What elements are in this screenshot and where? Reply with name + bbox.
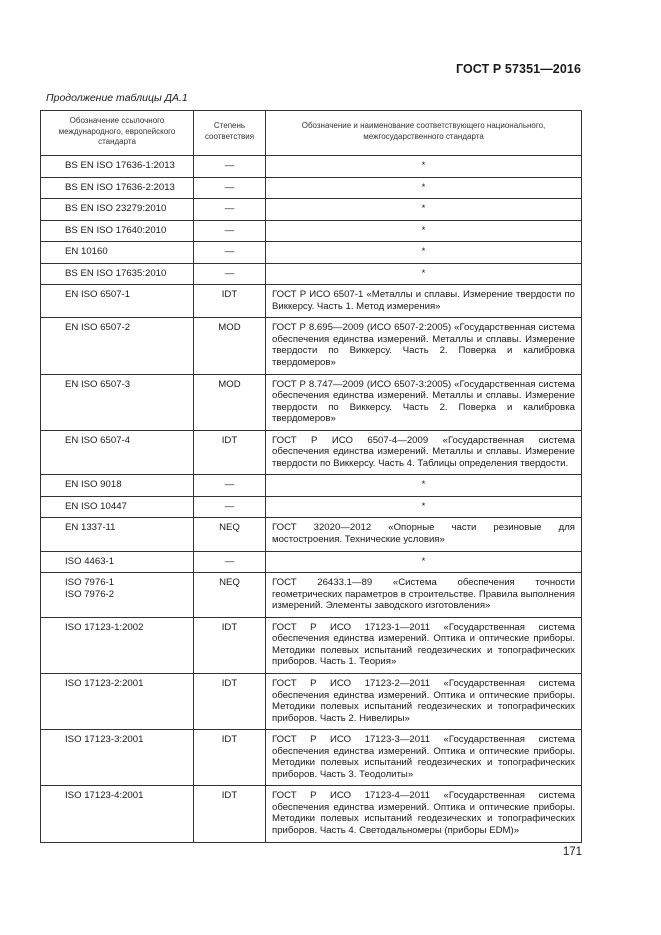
- conformity-degree: IDT: [194, 673, 266, 729]
- reference-standard: BS EN ISO 17636-1:2013: [65, 160, 175, 171]
- conformity-degree: —: [194, 220, 266, 242]
- conformity-degree: —: [194, 199, 266, 221]
- reference-standard: EN ISO 6507-4: [65, 434, 131, 446]
- conformity-degree: NEQ: [194, 573, 266, 618]
- reference-standard: ISO 4463-1: [65, 555, 115, 567]
- table-row: [41, 573, 582, 618]
- reference-standard: EN ISO 6507-3: [65, 378, 131, 390]
- conformity-degree: IDT: [194, 285, 266, 318]
- conformity-degree: —: [194, 177, 266, 199]
- national-standard: ГОСТ Р 8.747—2009 (ИСО 6507-3:2005) «Государственная система обеспечения единства измерений. Металлы и сплавы. Измерение твердости по Виккерсу. Часть 2. Поверка и калибровка твердомеров»: [266, 374, 582, 430]
- reference-standard-cell: [41, 573, 194, 618]
- reference-standard: EN ISO 6507-1: [65, 289, 131, 301]
- column-header-national: Обозначение и наименование соответствующего национального, межгосударственного стандарта: [266, 111, 582, 156]
- table-row: [41, 242, 582, 264]
- reference-standard: ISO 17123-2:2001: [65, 677, 144, 689]
- conformity-degree: IDT: [194, 430, 266, 475]
- reference-standard-cell: [41, 220, 194, 242]
- conformity-degree: —: [194, 156, 266, 178]
- table-row: [41, 475, 582, 497]
- national-standard: ГОСТ Р 8.695—2009 (ИСО 6507-2:2005) «Государственная система обеспечения единства измерений. Металлы и сплавы. Измерение твердости по Виккерсу. Часть 2. Поверка и калибровка твердомеров»: [266, 318, 582, 374]
- table-row: [41, 156, 582, 178]
- reference-standard: EN ISO 9018: [65, 479, 122, 491]
- national-standard: *: [266, 199, 582, 221]
- reference-standard: BS EN ISO 17635:2010: [65, 267, 167, 279]
- reference-standard-cell: [41, 156, 194, 178]
- national-standard: *: [266, 220, 582, 242]
- national-standard: ГОСТ Р ИСО 17123-2—2011 «Государственная система обеспечения единства измерений. Оптика и оптические приборы. Методики полевых испытаний геодезических и топографических приборов. Часть 2. Нивелиры»: [266, 673, 582, 729]
- table-caption: Продолжение таблицы ДА.1: [46, 92, 188, 104]
- national-standard: ГОСТ Р ИСО 6507-1 «Металлы и сплавы. Измерение твердости по Виккерсу. Часть 1. Метод измерения»: [266, 285, 582, 318]
- reference-standard-cell: [41, 177, 194, 199]
- national-standard: ГОСТ Р ИСО 6507-4—2009 «Государственная система обеспечения единства измерений. Металлы и сплавы. Измерение твердости по Виккерсу. Часть 4. Таблицы определения твердости.: [266, 430, 582, 475]
- table-header: [41, 111, 582, 156]
- reference-standard-cell: [41, 475, 194, 497]
- national-standard: ГОСТ 26433.1—89 «Система обеспечения точности геометрических параметров в строительстве. Правила выполнения измерений. Элементы заводского изготовления»: [266, 573, 582, 618]
- national-standard: ГОСТ Р ИСО 17123-4—2011 «Государственная система обеспечения единства измерений. Оптика и оптические приборы. Методики полевых испытаний геодезических и топографических приборов. Часть 4. Светодальномеры (приборы EDM)»: [266, 786, 582, 842]
- national-standard: ГОСТ 32020—2012 «Опорные части резиновые для мостостроения. Технические условия»: [266, 518, 582, 551]
- reference-standard-cell: [41, 786, 194, 842]
- column-header-reference: Обозначение ссылочного международного, европейского стандарта: [41, 111, 194, 156]
- table-body: [41, 156, 582, 843]
- reference-standard: BS EN ISO 17640:2010: [65, 224, 167, 236]
- table-row: [41, 551, 582, 573]
- reference-standard: BS EN ISO 17636-2:2013: [65, 181, 175, 193]
- reference-standard-cell: [41, 617, 194, 673]
- reference-standard: EN ISO 10447: [65, 500, 127, 512]
- table-row: [41, 786, 582, 842]
- reference-standard-cell: [41, 318, 194, 374]
- reference-standard: BS EN ISO 23279:2010: [65, 203, 167, 215]
- reference-standard: ISO 17123-4:2001: [65, 790, 144, 802]
- national-standard: *: [266, 156, 582, 178]
- table-row: [41, 730, 582, 786]
- conformity-degree: IDT: [194, 786, 266, 842]
- national-standard: *: [266, 263, 582, 285]
- table-row: [41, 220, 582, 242]
- table-row: [41, 263, 582, 285]
- national-standard: *: [266, 242, 582, 264]
- reference-standard-cell: [41, 263, 194, 285]
- reference-standard-cell: [41, 551, 194, 573]
- table-row: [41, 177, 582, 199]
- national-standard: ГОСТ Р ИСО 17123-1—2011 «Государственная система обеспечения единства измерений. Оптика и оптические приборы. Методики полевых испытаний геодезических и топографических приборов. Часть 1. Теория»: [266, 617, 582, 673]
- correspondence-table: [40, 110, 582, 843]
- reference-standard: EN 10160: [65, 246, 108, 258]
- conformity-degree: MOD: [194, 374, 266, 430]
- reference-standard-cell: [41, 518, 194, 551]
- national-standard: *: [266, 475, 582, 497]
- conformity-degree: —: [194, 242, 266, 264]
- national-standard: ГОСТ Р ИСО 17123-3—2011 «Государственная система обеспечения единства измерений. Оптика и оптические приборы. Методики полевых испытаний геодезических и топографических приборов. Часть 3. Теодолиты»: [266, 730, 582, 786]
- table-row: [41, 518, 582, 551]
- conformity-degree: MOD: [194, 318, 266, 374]
- conformity-degree: —: [194, 496, 266, 518]
- reference-standard: EN 1337-11: [65, 522, 116, 534]
- page-number: 171: [562, 846, 582, 858]
- reference-standard: ISO 17123-1:2002: [65, 621, 144, 633]
- reference-standard: ISO 17123-3:2001: [65, 734, 144, 746]
- table-row: [41, 318, 582, 374]
- table-row: [41, 374, 582, 430]
- reference-standard: ISO 7976-1: [65, 577, 115, 589]
- reference-standard-cell: [41, 374, 194, 430]
- reference-standard-cell: [41, 430, 194, 475]
- reference-standard-cell: [41, 496, 194, 518]
- conformity-degree: —: [194, 551, 266, 573]
- reference-standard: EN ISO 6507-2: [65, 322, 131, 334]
- table-row: [41, 430, 582, 475]
- reference-standard-cell: [41, 242, 194, 264]
- national-standard: *: [266, 496, 582, 518]
- document-header: ГОСТ Р 57351—2016: [455, 62, 581, 76]
- conformity-degree: NEQ: [194, 518, 266, 551]
- reference-standard-cell: [41, 285, 194, 318]
- reference-standard-cell: [41, 730, 194, 786]
- conformity-degree: IDT: [194, 730, 266, 786]
- table-row: [41, 199, 582, 221]
- national-standard: *: [266, 551, 582, 573]
- table-row: [41, 496, 582, 518]
- conformity-degree: —: [194, 263, 266, 285]
- table-row: [41, 285, 582, 318]
- conformity-degree: IDT: [194, 617, 266, 673]
- table-row: [41, 673, 582, 729]
- conformity-degree: —: [194, 475, 266, 497]
- column-header-degree: Степень соответствия: [194, 111, 266, 156]
- reference-standard: ISO 7976-2: [65, 588, 115, 600]
- national-standard: *: [266, 177, 582, 199]
- reference-standard-cell: [41, 199, 194, 221]
- table-row: [41, 617, 582, 673]
- reference-standard-cell: [41, 673, 194, 729]
